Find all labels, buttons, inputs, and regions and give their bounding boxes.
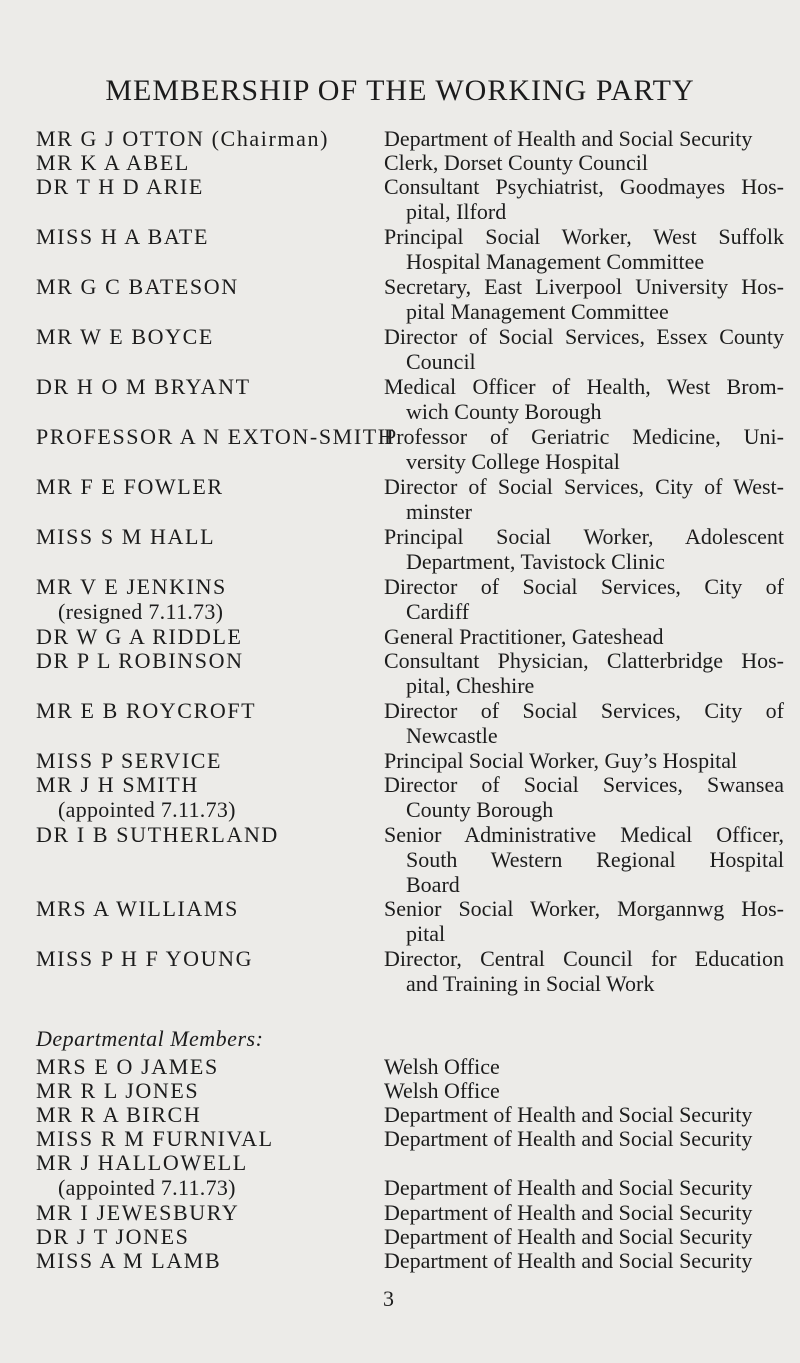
member-name: MRS E O JAMES <box>36 1054 219 1079</box>
member-note: (resigned 7.11.73) <box>58 599 224 624</box>
member-role: Director of Social Services, Essex County Council <box>384 324 784 374</box>
member-name: MR E B ROYCROFT <box>36 698 257 723</box>
member-role: Department of Health and Social Security <box>384 126 753 151</box>
member-role: Department of Health and Social Security <box>384 1224 753 1249</box>
member-role: General Practitioner, Gateshead <box>384 624 664 649</box>
member-name: MR J H SMITH (appointed 7.11.73) <box>36 772 396 822</box>
member-role: Department of Health and Social Security <box>384 1248 753 1273</box>
member-role: Consultant Psychiatrist, Goodmayes Hos- pital, Ilford <box>384 174 784 224</box>
member-role: Medical Officer of Health, West Brom- wich County Borough <box>384 374 784 424</box>
member-role: Director, Central Council for Education and Training in Social Work <box>384 946 784 996</box>
member-name: MR G C BATESON <box>36 274 239 299</box>
member-name: MR K A ABEL <box>36 150 190 175</box>
member-role: Department of Health and Social Security <box>384 1102 753 1127</box>
member-name: MISS A M LAMB <box>36 1248 222 1273</box>
member-role: Director of Social Services, City of West- minster <box>384 474 784 524</box>
member-note: (appointed 7.11.73) <box>58 797 236 822</box>
member-name: MR F E FOWLER <box>36 474 224 499</box>
member-role: Department of Health and Social Security <box>384 1126 753 1151</box>
member-name: DR J T JONES <box>36 1224 190 1249</box>
member-name: DR W G A RIDDLE <box>36 624 243 649</box>
member-name: PROFESSOR A N EXTON-SMITH <box>36 424 396 449</box>
member-role: Principal Social Worker, West Suffolk Hospital Management Committee <box>384 224 784 274</box>
member-name: MR W E BOYCE <box>36 324 214 349</box>
member-name: MISS H A BATE <box>36 224 210 249</box>
member-name: MISS S M HALL <box>36 524 216 549</box>
page-title: MEMBERSHIP OF THE WORKING PARTY <box>105 74 695 107</box>
departmental-heading: Departmental Members: <box>36 1026 264 1051</box>
member-name: MISS P SERVICE <box>36 748 223 773</box>
member-name: MR V E JENKINS (resigned 7.11.73) <box>36 574 396 624</box>
member-role: Consultant Physician, Clatterbridge Hos- pital, Cheshire <box>384 648 784 698</box>
member-role: Principal Social Worker, Guy’s Hospital <box>384 748 738 773</box>
member-role: Welsh Office <box>384 1054 500 1079</box>
member-name: DR H O M BRYANT <box>36 374 251 399</box>
member-role: Senior Administrative Medical Officer, South Western Regional Hospital Board <box>384 822 784 897</box>
member-role: Principal Social Worker, Adolescent Department, Tavistock Clinic <box>384 524 784 574</box>
member-name: MR R L JONES <box>36 1078 200 1103</box>
member-note: (appointed 7.11.73) <box>58 1175 236 1200</box>
member-role: Senior Social Worker, Morgannwg Hos- pital <box>384 896 784 946</box>
member-name: MRS A WILLIAMS <box>36 896 239 921</box>
page-number: 3 <box>383 1286 394 1311</box>
member-role: Professor of Geriatric Medicine, Uni- versity College Hospital <box>384 424 784 474</box>
member-name: MISS R M FURNIVAL <box>36 1126 274 1151</box>
member-name: MISS P H F YOUNG <box>36 946 254 971</box>
member-role: Director of Social Services, City of Newcastle <box>384 698 784 748</box>
member-role: Welsh Office <box>384 1078 500 1103</box>
member-role: Secretary, East Liverpool University Hos- pital Management Committee <box>384 274 784 324</box>
member-name: MR I JEWESBURY <box>36 1200 240 1225</box>
member-name: DR T H D ARIE <box>36 174 204 199</box>
member-role: Department of Health and Social Security <box>384 1175 753 1200</box>
member-name: DR I B SUTHERLAND <box>36 822 279 847</box>
member-role: Clerk, Dorset County Council <box>384 150 648 175</box>
member-role: Department of Health and Social Security <box>384 1200 753 1225</box>
member-role: Director of Social Services, City of Cardiff <box>384 574 784 624</box>
member-role: Director of Social Services, Swansea County Borough <box>384 772 784 822</box>
member-name: MR G J OTTON (Chairman) <box>36 126 330 151</box>
member-name: MR J HALLOWELL (appointed 7.11.73) <box>36 1150 396 1200</box>
member-name: DR P L ROBINSON <box>36 648 244 673</box>
member-name: MR R A BIRCH <box>36 1102 202 1127</box>
